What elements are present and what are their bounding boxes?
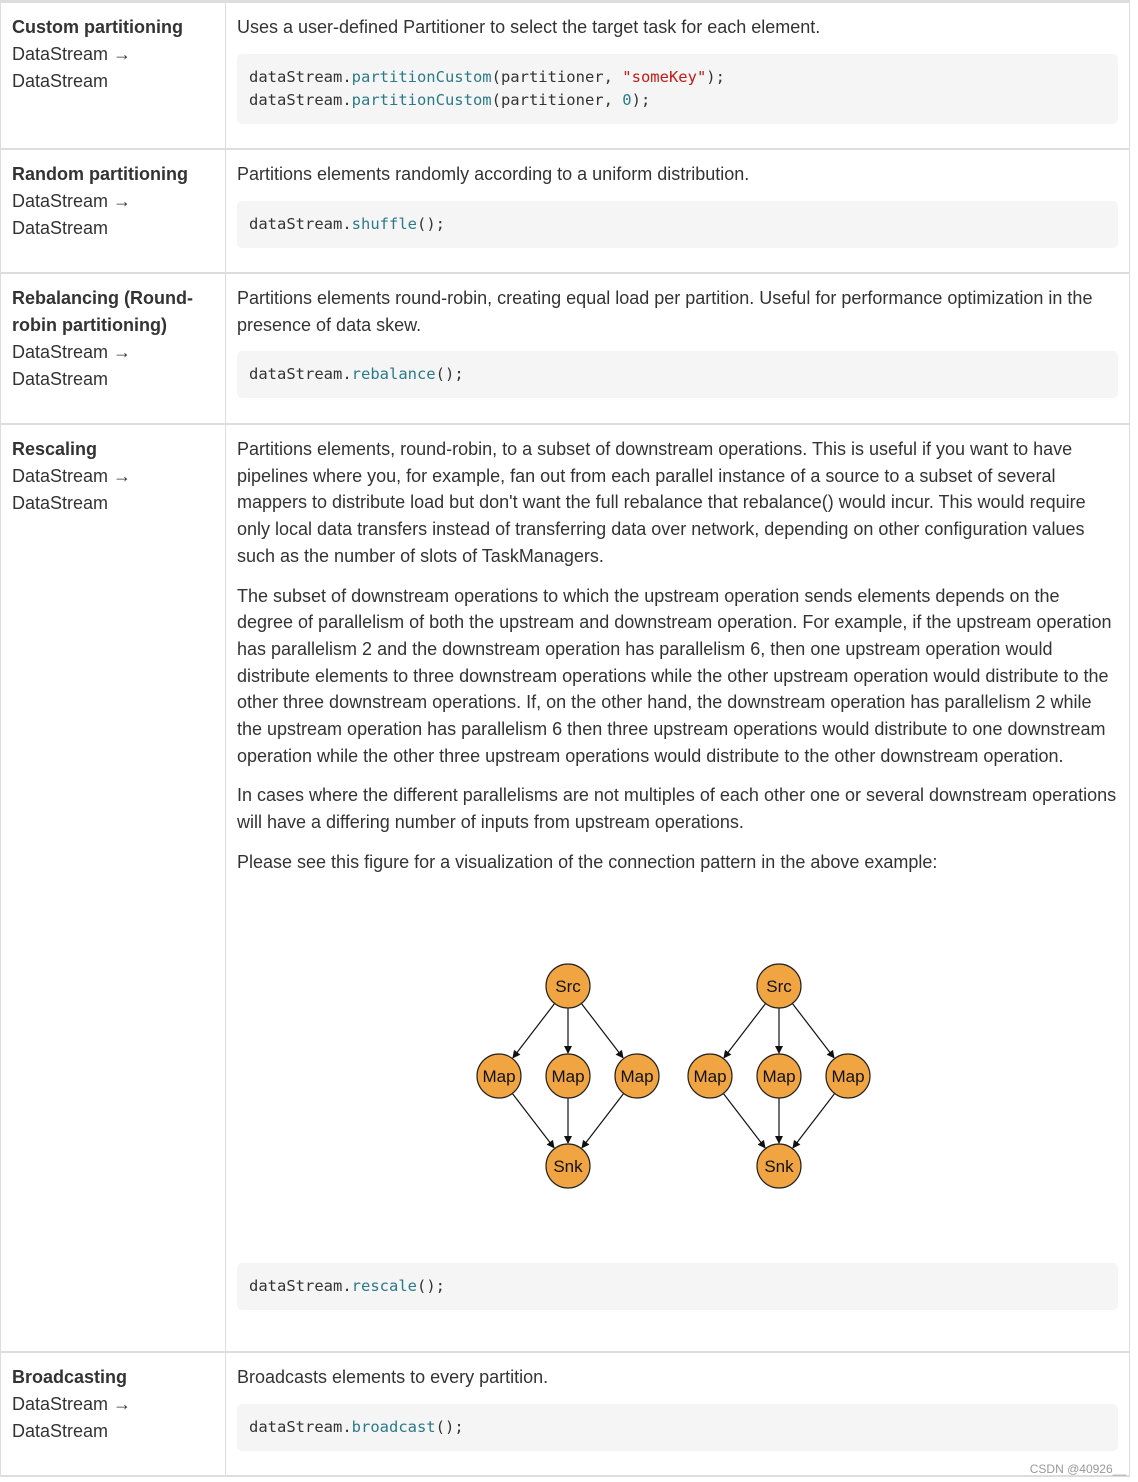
operation-cell — [0, 274, 226, 423]
description-text: Uses a user-defined Partitioner to select the target task for each element. — [237, 17, 821, 37]
svg-text:Map: Map — [620, 1066, 654, 1086]
description-cell — [226, 150, 1130, 272]
code-block: dataStream.rebalance(); — [237, 351, 1118, 398]
diagram-node-snk — [757, 1144, 801, 1188]
diagram-edge — [723, 1093, 765, 1147]
rescale-diagram — [237, 894, 1117, 1256]
diagram-edge — [724, 1003, 766, 1057]
diagram-node-map — [826, 1054, 870, 1098]
diagram-node-map — [546, 1054, 590, 1098]
diagram-edge — [582, 1093, 624, 1147]
operation-signature: DataStream → DataStream — [12, 466, 132, 513]
operation-signature: DataStream → DataStream — [12, 1394, 132, 1441]
diagram-edge — [512, 1093, 554, 1147]
operation-cell — [0, 3, 226, 148]
svg-text:Snk: Snk — [553, 1156, 583, 1176]
diagram-node-map — [688, 1054, 732, 1098]
svg-text:Src: Src — [555, 976, 581, 996]
operation-signature: DataStream → DataStream — [12, 342, 132, 389]
description-paragraph: The subset of downstream operations to which the upstream operation sends elements depends on the degree of parallelism of both the upstream and downstream operation. For example, if the upstream operation has parallelism 2 and the downstream operation has parallelism 6, then one upstream operation would distribute elements to three downstream operations while the other upstream operation would distribute to the other three downstream operations. If, on the other hand, the downstream operation has parallelism 2 while the upstream operation has parallelism 6 then three upstream operations would distribute to one downstream operation while the other three upstream operations would distribute to the other downstream operation. — [237, 585, 1112, 766]
table-row — [0, 1353, 1130, 1477]
diagram-nodes — [477, 964, 870, 1188]
operation-name: Custom partitioning — [12, 17, 183, 37]
operation-cell — [0, 1353, 226, 1475]
description-cell — [226, 274, 1130, 423]
operation-name: Broadcasting — [12, 1367, 128, 1387]
svg-text:Map: Map — [551, 1066, 585, 1086]
table-row — [0, 150, 1130, 274]
svg-text:Map: Map — [762, 1066, 796, 1086]
diagram-edge — [793, 1093, 835, 1147]
operation-name: Random partitioning — [12, 164, 188, 184]
description-text: Broadcasts elements to every partition. — [237, 1367, 549, 1387]
diagram-edge — [581, 1003, 623, 1057]
code-block: dataStream.broadcast(); — [237, 1404, 1118, 1451]
diagram-node-map — [477, 1054, 521, 1098]
svg-text:Src: Src — [766, 976, 792, 996]
operation-signature: DataStream → DataStream — [12, 44, 132, 91]
description-paragraph: Please see this figure for a visualization of the connection pattern in the above example: — [237, 851, 938, 872]
description-cell — [226, 425, 1130, 1351]
svg-text:Map: Map — [693, 1066, 727, 1086]
description-paragraph: Partitions elements, round-robin, to a subset of downstream operations. This is useful if you want to have pipelines where you, for example, fan out from each parallel instance of a source to a subset of several mappers to distribute load but don't want the full rebalance that rebalance() would incur. This would require only local data transfers instead of transferring data over network, depending on other configuration values such as the number of slots of TaskManagers. — [237, 439, 1086, 566]
code-block: dataStream.shuffle(); — [237, 201, 1118, 248]
operation-signature: DataStream → DataStream — [12, 191, 132, 238]
table-row — [0, 425, 1130, 1353]
diagram-node-src — [757, 964, 801, 1008]
diagram-edge — [792, 1003, 834, 1057]
operation-name: Rebalancing (Round-robin partitioning) — [12, 288, 193, 335]
description-cell — [226, 3, 1130, 148]
description-text: Partitions elements randomly according to a uniform distribution. — [237, 164, 750, 184]
connection-pattern-figure — [237, 894, 1118, 1256]
operation-name: Rescaling — [12, 439, 98, 459]
description-cell — [226, 1353, 1130, 1475]
diagram-node-map — [757, 1054, 801, 1098]
table-row — [0, 3, 1130, 150]
description-paragraph: In cases where the different parallelisms are not multiples of each other one or several downstream operations will have a differing number of inputs from upstream operations. — [237, 785, 1117, 833]
code-block: dataStream.rescale(); — [237, 1263, 1118, 1310]
diagram-node-map — [615, 1054, 659, 1098]
diagram-edge — [513, 1003, 555, 1057]
svg-text:Map: Map — [831, 1066, 865, 1086]
operation-cell — [0, 150, 226, 272]
table-row — [0, 274, 1130, 425]
diagram-node-snk — [546, 1144, 590, 1188]
watermark: CSDN @40926__ — [1029, 1462, 1126, 1476]
svg-text:Map: Map — [482, 1066, 516, 1086]
operation-cell — [0, 425, 226, 1351]
description-text: Partitions elements round-robin, creating equal load per partition. Useful for performance optimization in the presence of data skew. — [237, 288, 1093, 335]
svg-text:Snk: Snk — [764, 1156, 794, 1176]
code-block: dataStream.partitionCustom(partitioner, "someKey"); dataStream.partitionCustom(partitioner, 0); — [237, 54, 1118, 124]
diagram-node-src — [546, 964, 590, 1008]
